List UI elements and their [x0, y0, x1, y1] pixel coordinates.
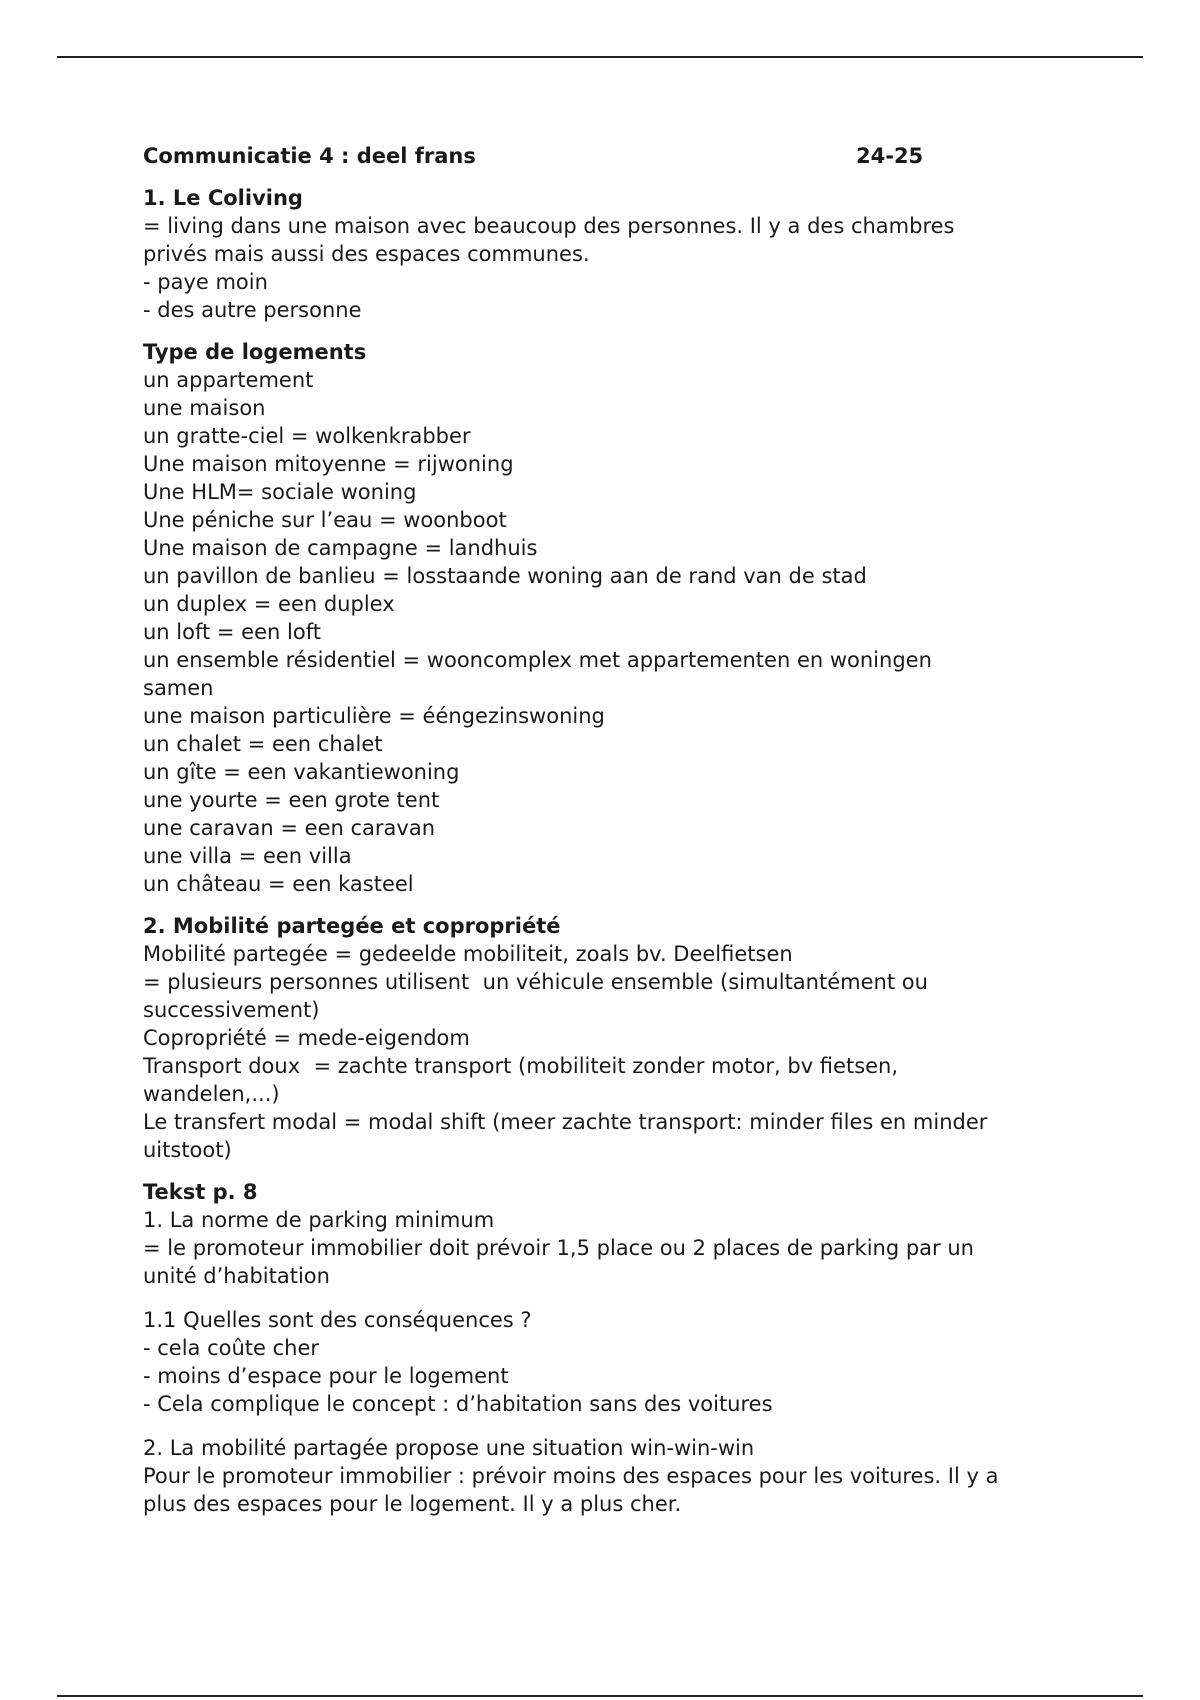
text-line: Le transfert modal = modal shift (meer zachte transport: minder files en minder: [143, 1110, 988, 1134]
school-year: 24-25: [856, 144, 924, 168]
text-line: Copropriété = mede-eigendom: [143, 1026, 470, 1050]
section-coliving: [143, 184, 1073, 324]
document-title: Communicatie 4 : deel frans: [143, 144, 476, 168]
text-line: wandelen,...): [143, 1082, 280, 1106]
vocab-line: une villa = een villa: [143, 844, 352, 868]
vocab-line: un ensemble résidentiel = wooncomplex met appartementen en woningen: [143, 648, 932, 672]
text-line: - des autre personne: [143, 298, 362, 322]
text-line: uitstoot): [143, 1138, 232, 1162]
vocab-line: une caravan = een caravan: [143, 816, 436, 840]
text-line: - moins d’espace pour le logement: [143, 1364, 509, 1388]
section-consequences: [143, 1306, 1073, 1418]
text-line: - Cela complique le concept : d’habitation sans des voitures: [143, 1392, 773, 1416]
question-line: 1.1 Quelles sont des conséquences ?: [143, 1308, 532, 1332]
vocab-line: samen: [143, 676, 214, 700]
vocab-line: Une HLM= sociale woning: [143, 480, 417, 504]
top-rule: [57, 56, 1143, 58]
text-line: Transport doux = zachte transport (mobiliteit zonder motor, bv fietsen,: [143, 1054, 899, 1078]
text-line: - cela coûte cher: [143, 1336, 320, 1360]
text-line: = plusieurs personnes utilisent un véhicule ensemble (simultantément ou: [143, 970, 928, 994]
text-line: unité d’habitation: [143, 1264, 330, 1288]
vocab-line: une maison: [143, 396, 266, 420]
vocab-line: Une maison de campagne = landhuis: [143, 536, 538, 560]
vocab-line: Une maison mitoyenne = rijwoning: [143, 452, 514, 476]
section-heading: 2. Mobilité partegée et copropriété: [143, 914, 561, 938]
document-body: [143, 142, 1073, 1532]
vocab-line: un loft = een loft: [143, 620, 321, 644]
vocab-line: un duplex = een duplex: [143, 592, 395, 616]
bottom-rule: [57, 1695, 1143, 1697]
section-mobilite: [143, 912, 1073, 1164]
document-header: [143, 142, 1073, 170]
text-line: Mobilité partegée = gedeelde mobiliteit, zoals bv. Deelfietsen: [143, 942, 793, 966]
text-line: plus des espaces pour le logement. Il y a plus cher.: [143, 1492, 682, 1516]
section-heading: Tekst p. 8: [143, 1180, 258, 1204]
vocab-line: une yourte = een grote tent: [143, 788, 440, 812]
vocab-line: un gîte = een vakantiewoning: [143, 760, 460, 784]
vocab-line: un pavillon de banlieu = losstaande woning aan de rand van de stad: [143, 564, 867, 588]
text-line: privés mais aussi des espaces communes.: [143, 242, 590, 266]
section-tekst: [143, 1178, 1073, 1290]
vocab-line: un gratte-ciel = wolkenkrabber: [143, 424, 471, 448]
text-line: = living dans une maison avec beaucoup des personnes. Il y a des chambres: [143, 214, 955, 238]
text-line: 2. La mobilité partagée propose une situation win-win-win: [143, 1436, 755, 1460]
vocab-line: un château = een kasteel: [143, 872, 414, 896]
text-line: = le promoteur immobilier doit prévoir 1,5 place ou 2 places de parking par un: [143, 1236, 974, 1260]
vocab-line: un appartement: [143, 368, 314, 392]
section-winwin: [143, 1434, 1073, 1518]
section-heading: 1. Le Coliving: [143, 186, 303, 210]
section-logements: [143, 338, 1073, 898]
text-line: 1. La norme de parking minimum: [143, 1208, 495, 1232]
text-line: successivement): [143, 998, 320, 1022]
vocab-line: un chalet = een chalet: [143, 732, 383, 756]
text-line: Pour le promoteur immobilier : prévoir moins des espaces pour les voitures. Il y a: [143, 1464, 999, 1488]
vocab-line: une maison particulière = ééngezinswoning: [143, 704, 605, 728]
text-line: - paye moin: [143, 270, 268, 294]
section-heading: Type de logements: [143, 340, 367, 364]
vocab-line: Une péniche sur l’eau = woonboot: [143, 508, 507, 532]
